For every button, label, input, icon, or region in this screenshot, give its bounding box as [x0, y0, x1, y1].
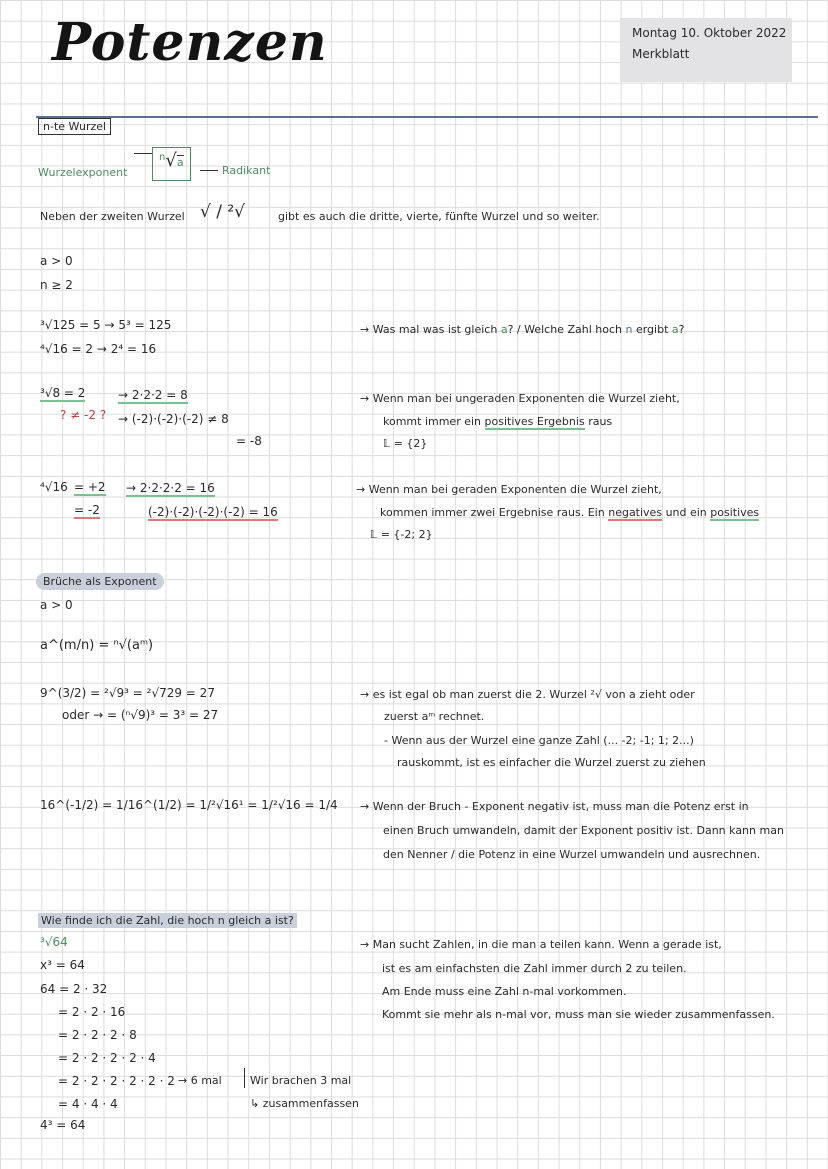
page-title: Potenzen — [52, 12, 328, 73]
pointer-line-right — [200, 170, 218, 171]
root-radicand: a — [176, 156, 184, 169]
intro-text-post: gibt es auch die dritte, vierte, fünfte Wurzel und so weiter. — [278, 210, 600, 223]
example3-neg-text: = -2 — [74, 503, 100, 517]
section2-ex1-line1: 9^(3/2) = ²√9³ = ²√729 = 27 — [40, 686, 215, 700]
example2-root-text: ³√8 = 2 — [40, 386, 86, 400]
example1-line1: ³√125 = 5 → 5³ = 125 — [40, 318, 172, 332]
section3-note1: → Man sucht Zahlen, in die man a teilen kann. Wenn a gerade ist, — [360, 938, 722, 951]
example2-wrong: ? ≠ -2 ? — [60, 408, 107, 422]
section2-ex1-note4: rauskommt, ist es einfacher die Wurzel zuerst zu ziehen — [397, 756, 706, 769]
example3-calc1-text: → 2·2·2·2 = 16 — [126, 481, 215, 495]
section-heading-nte-wurzel: n-te Wurzel — [38, 118, 111, 135]
section2-ex2-note3: den Nenner / die Potenz in eine Wurzel umwandeln und ausrechnen. — [383, 848, 761, 861]
section3-count: → 6 mal — [178, 1074, 222, 1087]
example1-note-post: ergibt — [635, 323, 669, 336]
example2-calc1 — [118, 388, 188, 402]
section2-ex1-note2: zuerst aᵐ rechnet. — [384, 710, 485, 723]
section3-note4: Kommt sie mehr als n-mal vor, muss man sie wieder zusammenfassen. — [382, 1008, 775, 1021]
section3-group-divider — [244, 1068, 245, 1088]
header-divider — [36, 116, 818, 118]
example3-note1: → Wenn man bei geraden Exponenten die Wurzel zieht, — [356, 483, 662, 496]
condition-n: n ≥ 2 — [40, 278, 73, 292]
section3-step3: = 2 · 2 · 2 · 8 — [58, 1028, 137, 1042]
section2-ex2-note2: einen Bruch umwandeln, damit der Exponent positiv ist. Dann kann man — [383, 824, 784, 837]
section3-group1: Wir brachen 3 mal — [250, 1074, 352, 1087]
example3-calc1 — [126, 481, 215, 495]
intro-root-symbols: √ / ²√ — [200, 202, 246, 222]
section3-group2: ↳ zusammenfassen — [250, 1097, 359, 1110]
section2-ex2-line: 16^(-1/2) = 1/16^(1/2) = 1/²√16¹ = 1/²√16 = 1/4 — [40, 798, 338, 812]
example2-note2-post: raus — [588, 415, 613, 428]
example3-note2-positives: positives — [710, 506, 760, 519]
example1-note-a2: a — [671, 323, 679, 336]
root-sign-icon: √ — [165, 150, 177, 171]
section2-ex2-note1: → Wenn der Bruch - Exponent negativ ist, muss man die Potenz erst in — [360, 800, 749, 813]
section3-step5: = 2 · 2 · 2 · 2 · 2 · 2 — [58, 1074, 175, 1088]
section3-note2: ist es am einfachsten die Zahl immer durch 2 zu teilen. — [382, 962, 687, 975]
section2-ex1-note1: → es ist egal ob man zuerst die 2. Wurzel ²√ von a zieht oder — [360, 688, 695, 701]
example3-note2 — [380, 506, 759, 519]
example2-calc2: → (-2)·(-2)·(-2) ≠ 8 — [118, 412, 229, 426]
intro-text-pre: Neben der zweiten Wurzel — [40, 210, 185, 223]
section3-step1: 64 = 2 · 32 — [40, 982, 108, 996]
section3-step2: = 2 · 2 · 16 — [58, 1005, 126, 1019]
example3-pos-text: = +2 — [74, 480, 106, 494]
example3-root: ⁴√16 — [40, 480, 68, 494]
label-wurzelexponent: Wurzelexponent — [38, 166, 128, 179]
example3-pos — [74, 480, 106, 494]
example1-note-end: ? — [678, 323, 685, 336]
example2-note2 — [383, 415, 612, 428]
example3-note2-negatives: negatives — [608, 506, 663, 519]
example3-solution: 𝕃 = {-2; 2} — [370, 528, 433, 541]
root-notation-box — [152, 147, 191, 181]
section3-note3: Am Ende muss eine Zahl n-mal vorkommen. — [382, 985, 627, 998]
example2-note1: → Wenn man bei ungeraden Exponenten die Wurzel zieht, — [360, 392, 680, 405]
example3-calc2-text: (-2)·(-2)·(-2)·(-2) = 16 — [148, 505, 278, 519]
example1-note-a1: a — [500, 323, 508, 336]
example2-note2-highlight: positives Ergebnis — [484, 415, 585, 428]
example1-note-pre: → Was mal was ist gleich — [360, 323, 498, 336]
section-heading-zahl-finden: Wie finde ich die Zahl, die hoch n gleich a ist? — [38, 913, 297, 928]
example2-root — [40, 386, 85, 400]
section3-step6: = 4 · 4 · 4 — [58, 1097, 118, 1111]
section2-condition: a > 0 — [40, 598, 73, 612]
example1-note-mid: ? / Welche Zahl hoch — [507, 323, 622, 336]
section2-rule: a^(m/n) = ⁿ√(aᵐ) — [40, 638, 154, 653]
example1-note-n: n — [625, 323, 633, 336]
example2-calc1-text: → 2·2·2 = 8 — [118, 388, 188, 402]
pointer-line-left — [134, 153, 152, 154]
example2-solution: 𝕃 = {2} — [383, 437, 428, 450]
example1-note — [360, 323, 684, 336]
example2-note2-pre: kommt immer ein — [383, 415, 482, 428]
example3-neg — [74, 503, 100, 517]
root-index: n — [159, 152, 166, 163]
header-doc-type: Merkblatt — [632, 47, 690, 61]
example1-line2: ⁴√16 = 2 → 2⁴ = 16 — [40, 342, 157, 356]
section3-step4: = 2 · 2 · 2 · 2 · 4 — [58, 1051, 156, 1065]
example3-note2-pre: kommen immer zwei Ergebnise raus. Ein — [380, 506, 605, 519]
section2-ex1-note3: - Wenn aus der Wurzel eine ganze Zahl (... -2; -1; 1; 2...) — [384, 734, 694, 747]
section3-result: 4³ = 64 — [40, 1118, 86, 1132]
condition-a: a > 0 — [40, 254, 73, 268]
example3-note2-mid: und ein — [665, 506, 707, 519]
header-date: Montag 10. Oktober 2022 — [632, 26, 787, 40]
label-radikant: Radikant — [222, 164, 271, 177]
section-heading-brueche: Brüche als Exponent — [36, 573, 164, 590]
section3-root: ³√64 — [40, 935, 68, 949]
example2-calc3: = -8 — [236, 434, 262, 448]
section3-equation: x³ = 64 — [40, 958, 85, 972]
section2-ex1-line2: oder → = (ⁿ√9)³ = 3³ = 27 — [62, 708, 219, 722]
example3-calc2 — [148, 505, 278, 519]
